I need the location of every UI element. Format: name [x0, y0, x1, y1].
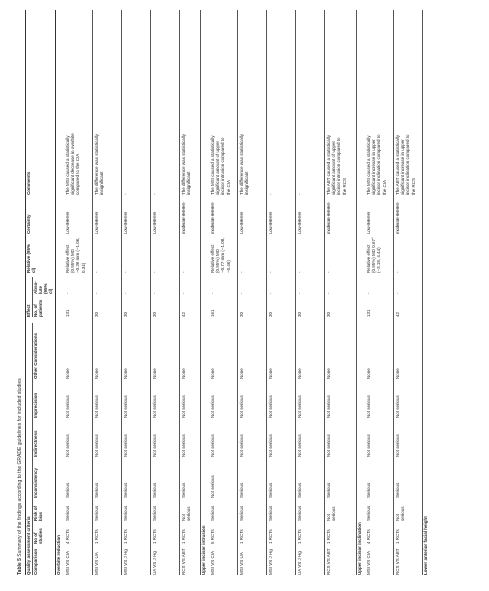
cell-absolute: - [395, 292, 400, 294]
section-divider [356, 10, 357, 575]
header-relative: Relative (95% cl) [26, 243, 37, 273]
cell-risk: Serious [94, 505, 99, 521]
cell-risk: Serious [239, 505, 244, 521]
cell-certainty: moderate ⊕⊕⊕⊖ [181, 202, 186, 234]
cell-patients: 30 [326, 311, 331, 317]
cell-indirectness: Not serious [297, 434, 302, 457]
cell-comparison: RCS VS ABT [181, 548, 186, 575]
cell-patients: 42 [181, 311, 186, 317]
cell-studies: 1 RCTs [297, 529, 302, 544]
cell-risk: Serious [366, 505, 371, 521]
cell-certainty: Low ⊕⊕⊖⊖ [268, 211, 273, 234]
cell-inconsistency: Not serious [210, 475, 215, 498]
cell-indirectness: Not serious [65, 434, 70, 457]
cell-other: None [94, 368, 99, 379]
cell-relative: - [239, 271, 244, 273]
cell-certainty: Low ⊕⊕⊖⊖ [94, 211, 99, 234]
cell-other: None [366, 368, 371, 379]
row-divider [393, 10, 394, 575]
row-divider [237, 10, 238, 575]
header-indirectness: Indirectness [32, 430, 38, 457]
header-other-considerations: Other Considerations [32, 332, 38, 379]
header-no-of-patients: No. of patients [32, 299, 43, 317]
cell-relative: - [268, 271, 273, 273]
cell-certainty: moderate ⊕⊕⊕⊖ [395, 202, 400, 234]
cell-imprecision: Not serious [326, 395, 331, 418]
cell-inconsistency: Serious [239, 482, 244, 498]
cell-imprecision: Not serious [152, 395, 157, 418]
cell-other: None [268, 368, 273, 379]
cell-patients: 30 [152, 311, 157, 317]
cell-comparison: MSI VS CIA [210, 550, 215, 575]
cell-comments: - [152, 193, 157, 195]
cell-inconsistency: Serious [268, 482, 273, 498]
row-divider [266, 10, 267, 575]
header-comments: Comments [26, 171, 31, 195]
row-divider [324, 10, 325, 575]
cell-comments: - [123, 193, 128, 195]
cell-imprecision: Not serious [65, 395, 70, 418]
cell-certainty: moderate ⊕⊕⊕⊖ [210, 202, 215, 234]
cell-comments: The MSI caused a statistically significant decrease in overbite compared to the CIA [65, 133, 81, 195]
cell-indirectness: Not serious [123, 434, 128, 457]
cell-inconsistency: Serious [181, 482, 186, 498]
cell-inconsistency: Serious [297, 482, 302, 498]
cell-indirectness: Not serious [239, 434, 244, 457]
cell-absolute: - [152, 292, 157, 294]
cell-comments: The MSI caused a statistically significant increase in upper incisor inclination compared to the CIA [366, 134, 387, 195]
section-divider [200, 10, 201, 575]
header-risk-of-bias: Risk of bias [32, 505, 43, 521]
cell-patients: 30 [297, 311, 302, 317]
cell-comments: The difference was statistically insignificant [181, 134, 192, 195]
cell-indirectness: Not serious [210, 434, 215, 457]
cell-relative: Relative effect (0.95%) MD −0.36 mm (−1.06, 0.34) [65, 237, 86, 273]
cell-certainty: Low ⊕⊕⊖⊖ [297, 211, 302, 234]
cell-absolute: - [181, 292, 186, 294]
cell-certainty: Low ⊕⊕⊖⊖ [65, 211, 70, 234]
cell-other: None [297, 368, 302, 379]
group-header-quality: Quality assessment criteria [26, 516, 31, 575]
cell-relative: - [297, 271, 302, 273]
cell-inconsistency: Serious [326, 482, 331, 498]
header-bottom-rule [55, 10, 56, 575]
group-header-effect: Effect [26, 304, 31, 317]
cell-imprecision: Not serious [268, 395, 273, 418]
cell-risk: Serious [152, 505, 157, 521]
row-divider [295, 10, 296, 575]
cell-absolute: - [268, 292, 273, 294]
cell-absolute: - [65, 292, 70, 294]
cell-indirectness: Not serious [326, 434, 331, 457]
cell-comparison: RCS VS ABT [326, 548, 331, 575]
cell-patients: 131 [65, 309, 70, 317]
cell-relative: - [395, 271, 400, 273]
cell-indirectness: Not serious [268, 434, 273, 457]
cell-imprecision: Not serious [94, 395, 99, 418]
cell-imprecision: Not serious [297, 395, 302, 418]
cell-risk: Serious [123, 505, 128, 521]
row-divider [150, 10, 151, 575]
cell-comparison: MSI VS CIA [366, 550, 371, 575]
cell-comparison: UA VS J Hg [152, 551, 157, 575]
cell-studies: 1 RCTs [395, 529, 400, 544]
cell-comparison: MSI VS J Hg [268, 549, 273, 575]
cell-comparison: MSI VS UA [239, 552, 244, 575]
cell-comments: The ABT caused a statistically significant increase in upper incisor inclination compared to the RCS [395, 134, 416, 195]
cell-risk: Not serious [326, 506, 337, 521]
cell-studies: 1 RCTs [123, 529, 128, 544]
section-title: Upper incisor inclination [357, 522, 362, 575]
cell-studies: 1 RCTs [94, 529, 99, 544]
cell-other: None [210, 368, 215, 379]
cell-comparison: MSI VS CIA [65, 550, 70, 575]
header-imprecision: Imprecision [32, 392, 38, 418]
cell-other: None [65, 368, 70, 379]
cell-relative: Relative effect (0.95%) MD 0.67° (−3.18, 4.44) [366, 237, 382, 273]
cell-comparison: RCS VS ABT [395, 548, 400, 575]
cell-comments: The ABT caused a statistically significant amount of upper incisor intrusion compared to the RCS [326, 135, 347, 195]
cell-inconsistency: Serious [152, 482, 157, 498]
cell-certainty: moderate ⊕⊕⊕⊖ [326, 202, 331, 234]
cell-comparison: UA VS J Hg [297, 551, 302, 575]
cell-absolute: - [239, 292, 244, 294]
cell-comments: The MSI caused a statistically significant amount of upper incisor intrusion compared to the CIA [210, 135, 231, 195]
cell-certainty: Low ⊕⊕⊖⊖ [123, 211, 128, 234]
cell-certainty: Low ⊕⊕⊖⊖ [366, 211, 371, 234]
cell-relative: Relative effect (0.95%) MD −0.77 mm (−1.08, −0.46) [210, 237, 231, 273]
cell-absolute: - [94, 292, 99, 294]
table-caption-text: Summary of the findings according to the GRADE guidelines for included studies [17, 378, 23, 557]
row-divider [92, 10, 93, 575]
table-caption-label: Table 5 [17, 558, 23, 575]
cell-comparison: MSI VS UA [94, 552, 99, 575]
cell-studies: 1 RCTs [152, 529, 157, 544]
header-studies: No of studies [32, 528, 43, 544]
header-comparison: Comparison [32, 548, 38, 575]
cell-comments: - [297, 193, 302, 195]
cell-imprecision: Not serious [123, 395, 128, 418]
cell-certainty: Low ⊕⊕⊖⊖ [239, 211, 244, 234]
cell-relative: - [94, 271, 99, 273]
section-title: Overbite reduction [56, 534, 61, 575]
cell-other: None [181, 368, 186, 379]
cell-other: None [152, 368, 157, 379]
header-certainty: Certainty [26, 214, 31, 234]
cell-studies: 4 RCTs [65, 529, 70, 544]
cell-risk: Not serious [395, 506, 406, 521]
cell-indirectness: Not serious [152, 434, 157, 457]
cell-patients: 30 [268, 311, 273, 317]
cell-absolute: - [210, 292, 215, 294]
cell-inconsistency: Serious [366, 482, 371, 498]
cell-inconsistency: Serious [123, 482, 128, 498]
cell-comments: - [268, 193, 273, 195]
header-absolute: Abso-lute (95% cl) [32, 281, 54, 294]
cell-absolute: - [366, 292, 371, 294]
cell-imprecision: Not serious [366, 395, 371, 418]
row-divider [121, 10, 122, 575]
cell-indirectness: Not serious [181, 434, 186, 457]
cell-comments: The difference was statistically insignificant [94, 134, 105, 195]
row-divider [179, 10, 180, 575]
cell-patients: 30 [239, 311, 244, 317]
cell-patients: 42 [395, 311, 400, 317]
cell-indirectness: Not serious [395, 434, 400, 457]
cell-other: None [239, 368, 244, 379]
cell-certainty: Low ⊕⊕⊖⊖ [152, 211, 157, 234]
cell-risk: Serious [210, 505, 215, 521]
section-divider [422, 10, 423, 575]
cell-inconsistency: Serious [65, 482, 70, 498]
cell-risk: Serious [65, 505, 70, 521]
cell-studies: 4 RCTs [366, 529, 371, 544]
cell-risk: Serious [268, 505, 273, 521]
cell-patients: 30 [94, 311, 99, 317]
cell-patients: 161 [210, 309, 215, 317]
cell-risk: Serious [297, 505, 302, 521]
cell-relative: - [326, 271, 331, 273]
cell-other: None [123, 368, 128, 379]
cell-relative: - [152, 271, 157, 273]
cell-relative: - [181, 271, 186, 273]
cell-studies: 5 RCTs [210, 529, 215, 544]
cell-studies: 1 RCTs [239, 529, 244, 544]
cell-imprecision: Not serious [239, 395, 244, 418]
cell-patients: 30 [123, 311, 128, 317]
cell-patients: 131 [366, 309, 371, 317]
table-caption [18, 378, 23, 575]
cell-imprecision: Not serious [395, 395, 400, 418]
cell-absolute: - [326, 292, 331, 294]
cell-inconsistency: Serious [94, 482, 99, 498]
cell-absolute: - [297, 292, 302, 294]
header-inconsistency: Inconsistency [32, 467, 38, 498]
cell-imprecision: Not serious [181, 395, 186, 418]
cell-studies: 1 RCTs [268, 529, 273, 544]
cell-inconsistency: Serious [395, 482, 400, 498]
cell-studies: 1 RCTs [181, 529, 186, 544]
cell-absolute: - [123, 292, 128, 294]
cell-other: None [326, 368, 331, 379]
cell-relative: - [123, 271, 128, 273]
grade-summary-table [15, 10, 473, 575]
section-title: Upper incisor intrusion [201, 525, 206, 575]
section-title: Lower anterior facial height [423, 516, 428, 575]
cell-studies: 1 RCTs [326, 529, 331, 544]
cell-imprecision: Not serious [210, 395, 215, 418]
cell-indirectness: Not serious [94, 434, 99, 457]
cell-risk: Not serious [181, 506, 192, 521]
cell-comparison: MSI VS J Hg [123, 549, 128, 575]
cell-other: None [395, 368, 400, 379]
cell-comments: The difference was statistically insignificant [239, 134, 250, 195]
cell-indirectness: Not serious [366, 434, 371, 457]
